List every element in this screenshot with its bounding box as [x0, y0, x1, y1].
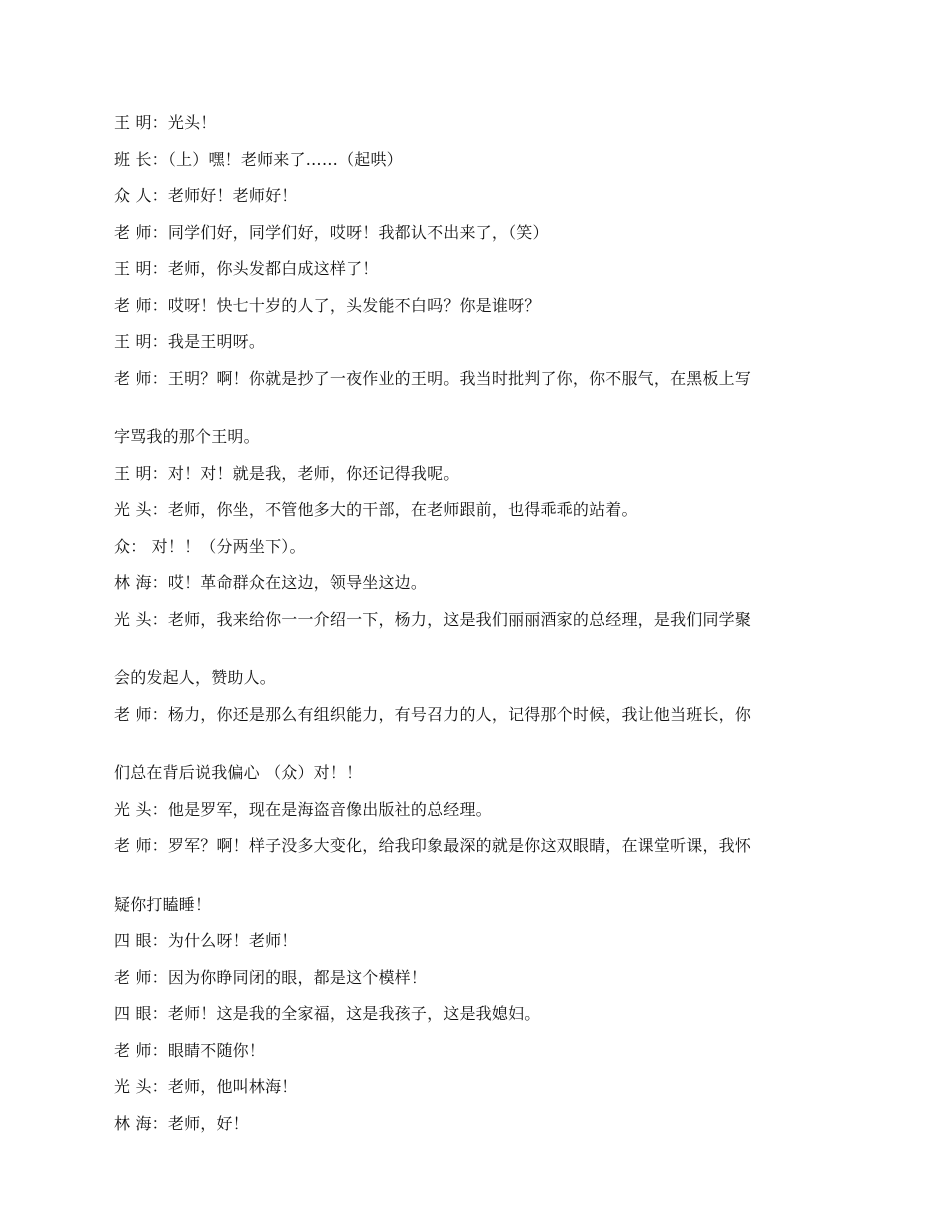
- dialogue-line: 老 师：罗军？啊！样子没多大变化，给我印象最深的就是你这双眼睛，在课堂听课，我怀: [114, 836, 752, 855]
- dialogue-line: 四 眼：为什么呀！老师！: [114, 931, 298, 950]
- dialogue-line-continuation: 字骂我的那个王明。: [114, 427, 260, 446]
- dialogue-line: 王 明：光头！: [114, 113, 217, 132]
- dialogue-line: 班 长：（上）嘿！老师来了……（起哄）: [114, 149, 403, 169]
- dialogue-line: 老 师：王明？啊！你就是抄了一夜作业的王明。我当时批判了你，你不服气，在黑板上写: [114, 368, 752, 388]
- dialogue-line-continuation: 们总在背后说我偏心 （众）对！！: [114, 763, 363, 782]
- dialogue-line: 老 师：同学们好，同学们好，哎呀！我都认不出来了，（笑）: [114, 222, 549, 242]
- dialogue-line: 王 明：对！对！就是我，老师，你还记得我呢。: [114, 463, 460, 483]
- dialogue-line: 林 海：老师，好！: [114, 1113, 249, 1133]
- dialogue-line: 王 明：老师，你头发都白成这样了！: [114, 259, 379, 278]
- dialogue-line: 光 头：老师，他叫林海！: [114, 1077, 298, 1096]
- dialogue-line-continuation: 疑你打瞌睡！: [114, 894, 212, 914]
- dialogue-line: 老 师：因为你睁同闭的眼，都是这个模样！: [114, 967, 428, 987]
- dialogue-line: 老 师：哎呀！快七十岁的人了，头发能不白吗？你是谁呀？: [114, 295, 541, 315]
- dialogue-line: 众 人：老师好！老师好！: [114, 186, 298, 205]
- dialogue-line: 四 眼：老师！这是我的全家福，这是我孩子，这是我媳妇。: [114, 1004, 541, 1023]
- dialogue-line-continuation: 会的发起人，赞助人。: [114, 668, 277, 687]
- dialogue-line: 老 师：眼睛不随你！: [114, 1040, 266, 1060]
- dialogue-line: 众： 对！！（分两坐下）。: [114, 536, 306, 556]
- dialogue-line: 光 头：老师，我来给你一一介绍一下，杨力，这是我们丽丽酒家的总经理，是我们同学聚: [114, 609, 752, 629]
- dialogue-line: 光 头：老师，你坐，不管他多大的干部，在老师跟前，也得乖乖的站着。: [114, 500, 638, 519]
- dialogue-line: 林 海：哎！革命群众在这边，领导坐这边。: [114, 573, 428, 592]
- dialogue-line: 王 明：我是王明呀。: [114, 332, 266, 351]
- dialogue-line: 老 师：杨力，你还是那么有组织能力，有号召力的人，记得那个时候，我让他当班长，你: [114, 704, 752, 724]
- script-body: [114, 112, 834, 1149]
- dialogue-line: 光 头：他是罗军，现在是海盗音像出版社的总经理。: [114, 799, 492, 819]
